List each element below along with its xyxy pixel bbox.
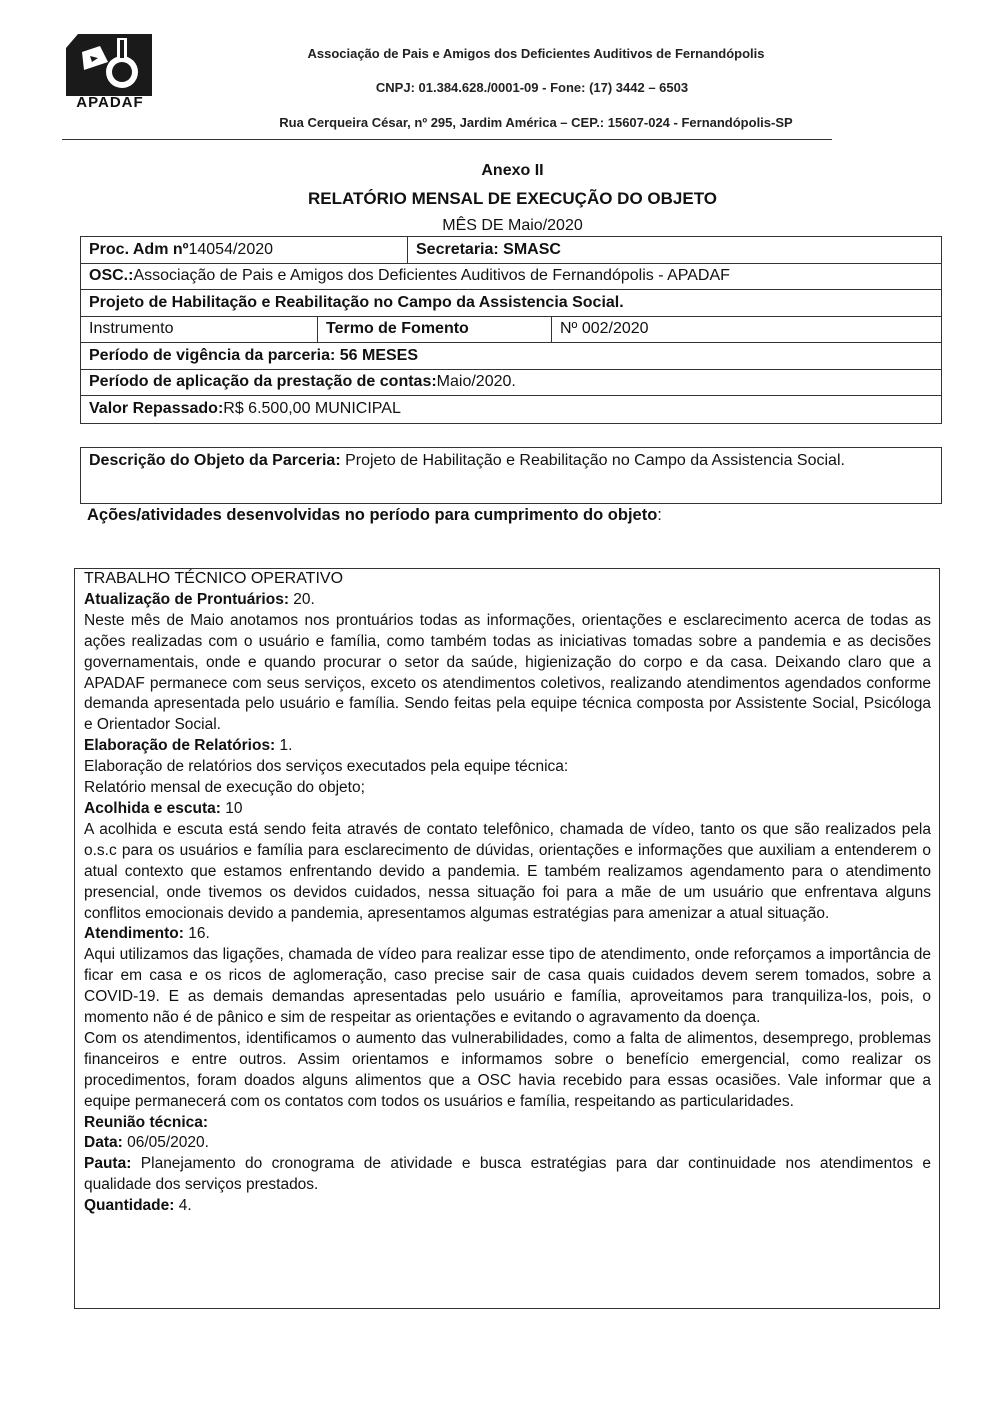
osc-cell (81, 264, 730, 290)
relatorios-text-1: Elaboração de relatórios dos serviços executados pela equipe técnica: (84, 758, 569, 776)
acolhida-line (84, 799, 931, 820)
atendimento-label: Atendimento: (84, 925, 184, 943)
descricao-label: Descrição do Objeto da Parceria: (89, 452, 341, 469)
instrumento-cell (81, 317, 317, 343)
reuniao-line (84, 1113, 931, 1134)
vigencia-text: Período de vigência da parceria: 56 MESES (89, 346, 419, 364)
report-month: MÊS DE Maio/2020 (442, 217, 583, 234)
row-proc (81, 237, 941, 264)
pauta-value: Planejamento do cronograma de atividade e busca estratégias para dar continuidade nos atendimentos e qualidade dos serviços prestados. (84, 1155, 931, 1194)
row-valor (81, 396, 941, 423)
project-cell (81, 290, 624, 316)
proc-cell (81, 237, 407, 263)
project-name: Projeto de Habilitação e Reabilitação no Campo da Assistencia Social. (89, 293, 624, 311)
acoes-colon: : (657, 506, 662, 524)
termo-cell (317, 317, 551, 343)
acolhida-label: Acolhida e escuta: (84, 799, 221, 817)
row-vigencia (81, 343, 941, 370)
trabalho-heading: TRABALHO TÉCNICO OPERATIVO (84, 570, 344, 587)
prontuarios-value: 20. (288, 590, 315, 608)
atendimento-text-1: Aqui utilizamos das ligações, chamada de vídeo para realizar esse tipo de atendimento, onde reforçamos a importância de ficar em casa e os ricos de aglomeração, caso precise sair de casa quais cuidados devem serem tomados, sobre a COVID-19. E as demais demandas apresentadas pelo usuário e família, aproveitamos para tranquiliza-los, pois, o momento não é de pânico e sim de respeitar as orientações e evitando o agravamento da doença. (84, 946, 931, 1027)
relatorios-label: Elaboração de Relatórios: (84, 737, 276, 755)
numero-value: Nº 002/2020 (560, 320, 649, 338)
quantidade-label: Quantidade: (84, 1197, 175, 1215)
apadaf-logo (64, 32, 156, 112)
osc-value: Associação de Pais e Amigos dos Deficientes Auditivos de Fernandópolis - APADAF (133, 267, 730, 285)
logo-text: APADAF (76, 94, 144, 111)
relatorios-line (84, 736, 931, 757)
row-aplicacao (81, 370, 941, 397)
row-instrumento (81, 317, 941, 344)
aplicacao-value: Maio/2020. (436, 373, 516, 391)
acolhida-value: 10 (220, 799, 243, 817)
acoes-heading-text: Ações/atividades desenvolvidas no período para cumprimento do objeto (87, 506, 658, 524)
secretaria-label: Secretaria: SMASC (416, 240, 561, 258)
atendimento-text-2: Com os atendimentos, identificamos o aumento das vulnerabilidades, como a falta de alimentos, desemprego, problemas financeiros e entre outros. Assim orientamos e informamos sobre o benefício emergencial, como realizar os procedimentos, foram doados alguns alimentos que a OSC havia recebido para essas ocasiões. Vale informar que a equipe permanecerá com os contatos com todos os usuários e família, respeitando as particularidades. (84, 1029, 931, 1110)
proc-value: 14054/2020 (188, 240, 274, 258)
valor-cell (81, 396, 401, 423)
prontuarios-label: Atualização de Prontuários: (84, 590, 289, 608)
annex-title: Anexo II (481, 162, 544, 179)
org-name: Associação de Pais e Amigos dos Deficientes Auditivos de Fernandópolis (307, 46, 765, 61)
relatorios-value: 1. (275, 737, 293, 755)
header-divider (62, 139, 832, 140)
acolhida-text: A acolhida e escuta está sendo feita através de contato telefônico, chamada de vídeo, tanto os que são realizados pela o.s.c para os usuários e família para esclarecimento de dúvidas, orientações e informações que auxiliam a entenderem o atual contexto que estamos enfrentando devido a pandemia. E também realizamos agendamento para o atendimento presencial, onde tivemos os devidos cuidados, nessa situação foi para a mãe de um usuário que enfrentava alguns conflitos emocionais devido a pandemia, apresentamos algumas estratégias para amenizar a atual situação. (84, 820, 931, 922)
valor-label: Valor Repassado: (89, 400, 224, 418)
reuniao-label: Reunião técnica: (84, 1113, 209, 1131)
aplicacao-label: Período de aplicação da prestação de contas: (89, 373, 437, 391)
info-table (80, 236, 942, 424)
numero-cell (551, 317, 941, 343)
proc-label: Proc. Adm nº (89, 240, 189, 258)
cnpj-line: CNPJ: 01.384.628./0001-09 - Fone: (17) 3442 – 6503 (375, 80, 689, 95)
row-project (81, 290, 941, 317)
vigencia-cell (81, 343, 418, 369)
secretaria-cell (407, 237, 941, 263)
valor-value: R$ 6.500,00 MUNICIPAL (223, 400, 401, 418)
aplicacao-cell (81, 370, 516, 396)
row-osc (81, 264, 941, 291)
data-label: Data: (84, 1134, 123, 1152)
pauta-label: Pauta: (84, 1155, 132, 1173)
pauta-line (84, 1154, 931, 1196)
quantidade-line (84, 1196, 931, 1217)
termo-label: Termo de Fomento (326, 320, 469, 338)
acoes-heading (87, 506, 662, 525)
prontuarios-text: Neste mês de Maio anotamos nos prontuários todas as informações, orientações e esclarecimento acerca de todas as ações realizadas com o usuário e família, como também todas as iniciativas tomadas sobre a pandemia e as decisões governamentais, onde e quando procurar o setor da saúde, higienização do corpo e da casa. Deixando claro que a APADAF permanece com seus serviços, exceto os atendimentos coletivos, realizando atendimentos agendados conforme demanda apresentada pelo usuário e família. Sendo feitas pela equipe técnica composta por Assistente Social, Psicóloga e Orientador Social. (84, 611, 931, 734)
prontuarios-line (84, 590, 931, 611)
data-line (84, 1133, 931, 1154)
atendimento-line (84, 924, 931, 945)
address-line: Rua Cerqueira César, nº 295, Jardim América – CEP.: 15607-024 - Fernandópolis-SP (279, 115, 793, 130)
trabalho-box (74, 568, 940, 1309)
relatorios-text-2: Relatório mensal de execução do objeto; (84, 779, 365, 797)
atendimento-value: 16. (183, 925, 210, 943)
osc-label: OSC.: (89, 267, 134, 285)
quantidade-value: 4. (174, 1197, 192, 1215)
data-value: 06/05/2020. (122, 1134, 209, 1152)
descricao-value: Projeto de Habilitação e Reabilitação no Campo da Assistencia Social. (340, 452, 845, 469)
instrumento-label: Instrumento (89, 320, 174, 338)
report-title: RELATÓRIO MENSAL DE EXECUÇÃO DO OBJETO (308, 189, 717, 208)
descricao-box (80, 447, 942, 504)
